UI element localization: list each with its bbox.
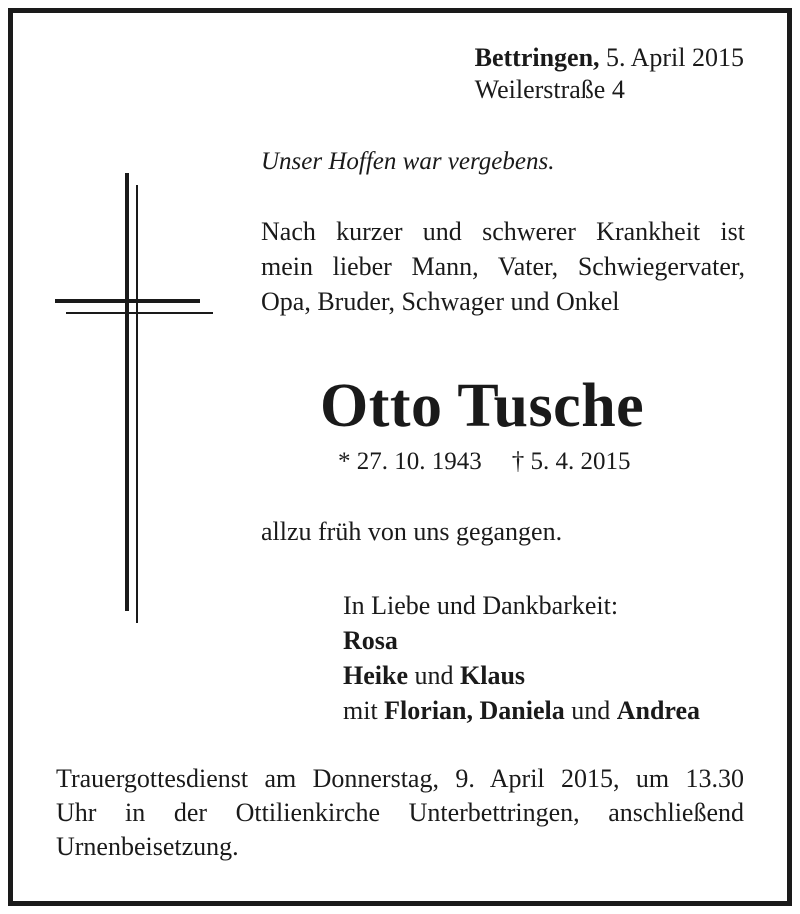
cross-vertical-bar-left <box>125 173 129 611</box>
mourner-grandchild: Andrea <box>616 696 701 725</box>
mourners-block <box>343 588 700 728</box>
closing-line: allzu früh von uns gegangen. <box>261 517 563 546</box>
deceased-name: Otto Tusche <box>320 372 645 440</box>
death-date: † 5. 4. 2015 <box>511 448 631 475</box>
mourners-intro: In Liebe und Dankbarkeit: <box>343 591 619 620</box>
service-line: Urnenbeisetzung. <box>56 832 239 861</box>
birth-date: * 27. 10. 1943 <box>338 448 482 475</box>
service-info <box>56 762 744 864</box>
mourner-row <box>343 623 700 658</box>
life-dates <box>338 446 631 478</box>
mourner-spouse: Rosa <box>343 626 398 655</box>
street-address: Weilerstraße 4 <box>474 75 625 104</box>
mourner-grandchildren: Florian, Daniela <box>384 696 565 725</box>
cross-vertical-bar-right <box>136 185 138 623</box>
mourner-child: Heike <box>343 661 408 690</box>
place-date-block <box>475 42 744 106</box>
place-name: Bettringen, <box>474 43 600 72</box>
mourner-row <box>343 658 700 693</box>
motto: Unser Hoffen war vergebens. <box>261 148 555 175</box>
service-line: Uhr in der Ottilienkirche Unterbettringen, anschließend <box>56 798 744 827</box>
conjunction: und <box>414 661 454 690</box>
service-line: Trauergottesdienst am Donnerstag, 9. April 2015, um 13.30 <box>56 764 744 793</box>
preposition: mit <box>343 696 378 725</box>
notice-date: 5. April 2015 <box>606 43 744 72</box>
place-date-line <box>475 42 744 74</box>
mourner-row <box>343 693 700 728</box>
cross-horizontal-bar-top <box>55 299 200 303</box>
intro-line: Opa, Bruder, Schwager und Onkel <box>261 287 620 316</box>
conjunction: und <box>571 696 611 725</box>
intro-text <box>261 214 745 319</box>
mourner-child: Klaus <box>460 661 526 690</box>
cross-horizontal-bar-bottom <box>66 312 213 314</box>
intro-line: mein lieber Mann, Vater, Schwiegervater, <box>261 252 745 281</box>
intro-line: Nach kurzer und schwerer Krankheit ist <box>261 217 745 246</box>
